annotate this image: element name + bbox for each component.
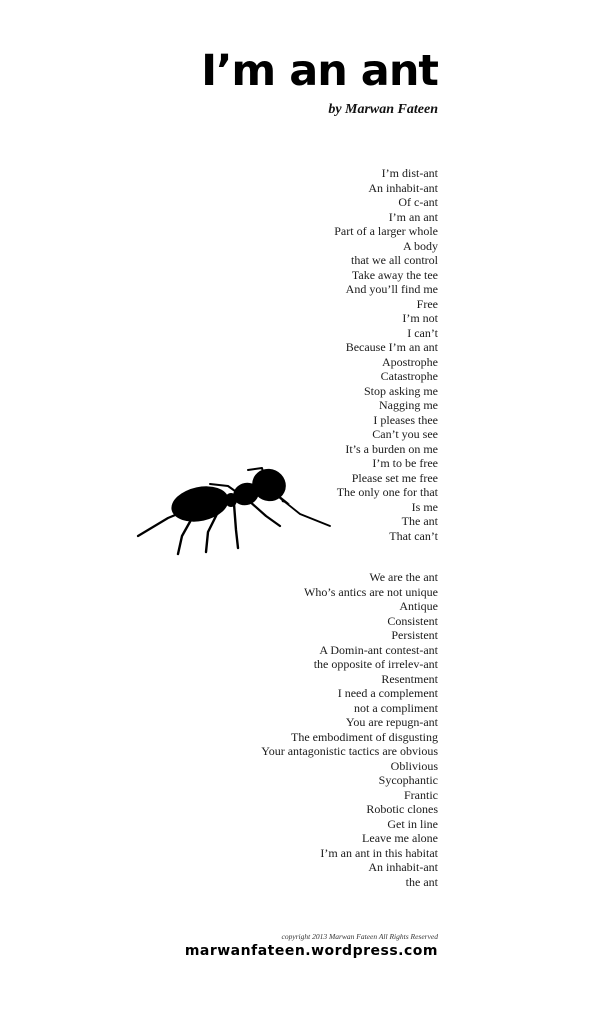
- poem-line: Consistent: [387, 613, 438, 628]
- poem-line: An inhabit-ant: [368, 860, 438, 874]
- poem-line: Get in line: [387, 816, 438, 831]
- poem-line: Antique: [399, 599, 438, 613]
- poem-line: Please set me free: [351, 470, 438, 485]
- poem-line: Stop asking me: [364, 383, 438, 398]
- poem-line: And you’ll find me: [345, 282, 438, 296]
- poem-line: Frantic: [404, 787, 438, 802]
- poem-line: Catastrophe: [380, 369, 438, 383]
- poem-line: The ant: [401, 514, 438, 528]
- stanza-1: [334, 166, 438, 543]
- poem-line: Nagging me: [379, 398, 438, 412]
- poem-line: The only one for that: [336, 485, 438, 499]
- poem-byline: by Marwan Fateen: [328, 102, 438, 117]
- poem-line: The embodiment of disgusting: [291, 729, 438, 744]
- poem-title: I’m an ant: [201, 46, 438, 96]
- poem-line: Persistent: [391, 628, 438, 642]
- poem-line: Resentment: [381, 671, 438, 686]
- poem-line: Leave me alone: [362, 831, 438, 845]
- poem-line: A body: [402, 238, 438, 253]
- stanza-2: [261, 570, 438, 889]
- poem-line: Who’s antics are not unique: [304, 584, 438, 599]
- poem-line: Because I’m an ant: [345, 340, 438, 354]
- poem-line: I’m an ant: [388, 209, 438, 224]
- poem-line: I’m to be free: [372, 456, 438, 470]
- poem-line: Free: [416, 296, 438, 311]
- poem-line: not a compliment: [354, 700, 438, 715]
- poem-line: the opposite of irrelev-ant: [313, 657, 438, 671]
- website-link[interactable]: marwanfateen.wordpress.com: [184, 943, 438, 959]
- poem-line: I need a complement: [337, 686, 438, 700]
- poem-line: An inhabit-ant: [368, 180, 438, 195]
- poem-line: I can’t: [407, 325, 438, 340]
- poem-line: It’s a burden on me: [345, 441, 438, 456]
- poem-line: Can’t you see: [372, 427, 438, 441]
- poem-line: A Domin-ant contest-ant: [319, 642, 438, 657]
- ant-icon: [130, 456, 335, 561]
- poem-line: I pleases thee: [373, 412, 438, 427]
- poem-line: Take away the tee: [351, 267, 438, 282]
- poem-line: Is me: [411, 499, 438, 514]
- poem-line: You are repugn-ant: [345, 715, 438, 729]
- poem-line: Of c-ant: [398, 195, 438, 209]
- poem-line: That can’t: [389, 528, 438, 543]
- poem-line: Apostrophe: [382, 354, 438, 369]
- copyright-notice: copyright 2013 Marwan Fateen All Rights Reserved: [281, 932, 438, 941]
- poem-line: that we all control: [351, 253, 438, 267]
- poem-line: Sycophantic: [378, 773, 438, 787]
- poem-line: I’m an ant in this habitat: [320, 845, 438, 860]
- poem-line: Oblivious: [390, 758, 438, 773]
- poem-line: We are the ant: [369, 570, 438, 584]
- poem-line: Robotic clones: [366, 802, 438, 816]
- poem-line: Part of a larger whole: [334, 224, 438, 238]
- poem-line: I’m dist-ant: [381, 166, 438, 180]
- poem-line: the ant: [405, 874, 438, 889]
- poem-line: I’m not: [402, 311, 438, 325]
- poem-line: Your antagonistic tactics are obvious: [261, 744, 438, 758]
